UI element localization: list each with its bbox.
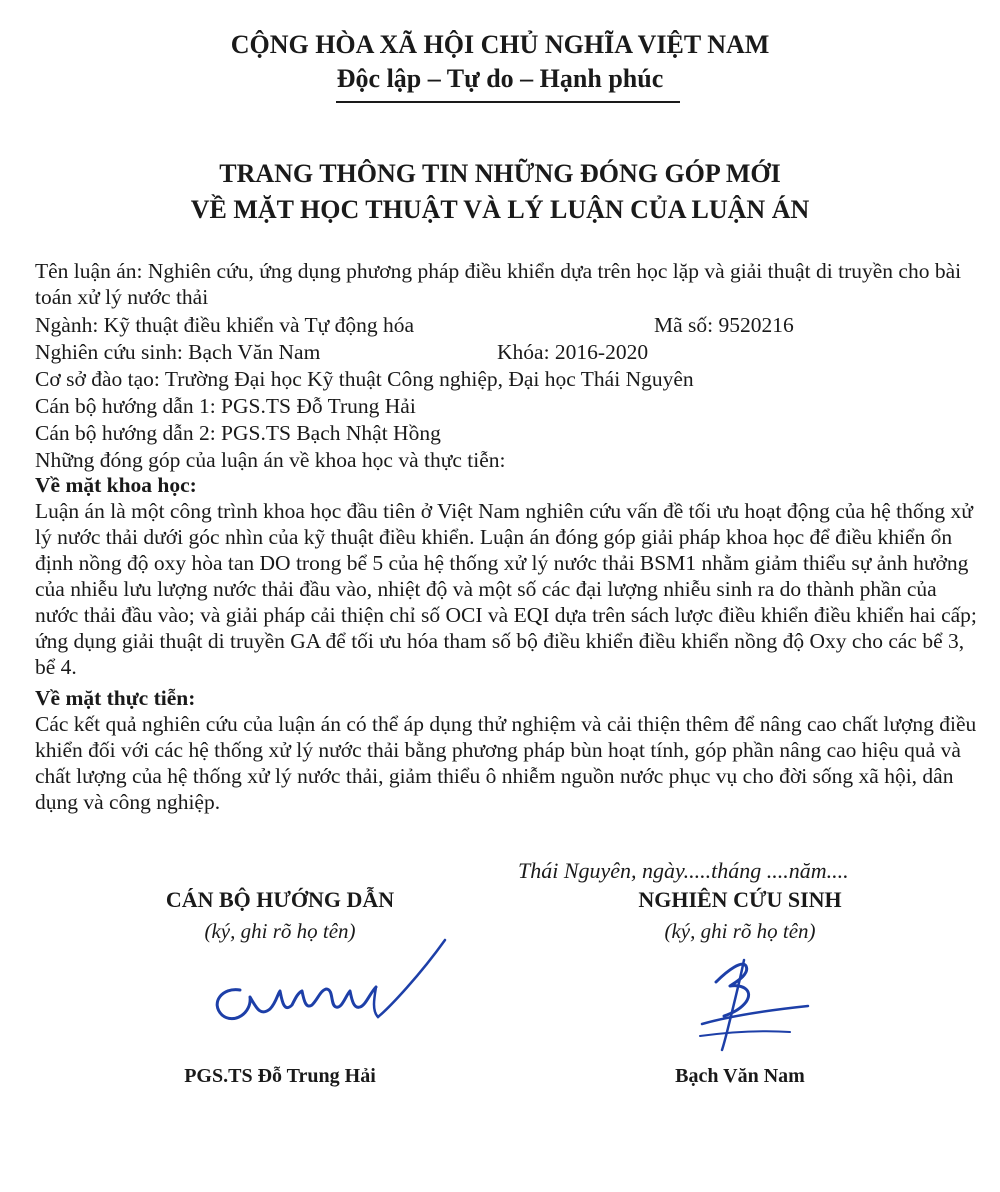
major-field: Ngành: Kỹ thuật điều khiển và Tự động hóa [35,313,415,337]
advisor-signature-title: CÁN BỘ HƯỚNG DẪN [165,887,395,912]
advisor-1-field: Cán bộ hướng dẫn 1: PGS.TS Đỗ Trung Hải [35,394,416,418]
motto-underline [336,101,680,103]
major-code: Mã số: 9520216 [654,313,794,337]
student-signature-note: (ký, ghi rõ họ tên) [664,919,816,943]
student-handwritten-signature [680,940,840,1060]
national-header: CỘNG HÒA XÃ HỘI CHỦ NGHĨA VIỆT NAM [230,30,770,59]
institution-field: Cơ sở đào tạo: Trường Đại học Kỹ thuật Công nghiệp, Đại học Thái Nguyên [35,367,694,391]
document-title-line-1: TRANG THÔNG TIN NHỮNG ĐÓNG GÓP MỚI [219,159,781,188]
student-name-block [580,1065,900,1088]
thesis-title: Tên luận án: Nghiên cứu, ứng dụng phương pháp điều khiển dựa trên học lặp và giải thuật di truyền cho bài toán xử lý nước thải [35,259,962,309]
national-motto: Độc lập – Tự do – Hạnh phúc [336,64,664,93]
advisor-handwritten-signature [200,935,460,1045]
student-signature-title: NGHIÊN CỨU SINH [638,887,842,912]
student-printed-name: Bạch Văn Nam [675,1065,805,1087]
advisor-2-field: Cán bộ hướng dẫn 2: PGS.TS Bạch Nhật Hồng [35,421,441,445]
science-paragraph: Luận án là một công trình khoa học đầu tiên ở Việt Nam nghiên cứu vấn đề tối ưu hoạt động của hệ thống xử lý nước thải dưới góc nhìn của kỹ thuật điều khiển. Luận án đóng góp giải pháp khoa học để điều khiển ổn định nồng độ oxy hòa tan DO trong bể 5 của hệ thống xử lý nước thải BSM1 nhằm giảm thiểu sự ảnh hưởng của nhiễu lưu lượng nước thải đầu vào, nhiệt độ và một số các đại lượng nhiễu sinh ra do thành phần của nước thải đầu vào; và giải pháp cải thiện chỉ số OCI và EQI dựa trên sách lược điều khiển điều khiển hai cấp; ứng dụng giải thuật di truyền GA để tối ưu hóa tham số bộ điều khiển điều khiển nồng độ Oxy cho các bể 3, bể 4. [35,499,977,679]
advisor-printed-name: PGS.TS Đỗ Trung Hải [184,1065,376,1087]
practice-paragraph: Các kết quả nghiên cứu của luận án có thể áp dụng thử nghiệm và cải thiện thêm để nâng cao chất lượng điều khiển đối với các hệ thống xử lý nước thải bằng phương pháp bùn hoạt tính, góp phần nâng cao hiệu quả và chất lượng của hệ thống xử lý nước thải, giảm thiểu ô nhiễm nguồn nước phục vụ cho đời sống xã hội, dân dụng và công nghiệp. [35,712,977,814]
practice-heading: Về mặt thực tiễn: [35,686,196,710]
course-field: Khóa: 2016-2020 [497,340,649,364]
advisor-signature-note: (ký, ghi rõ họ tên) [204,919,356,943]
advisor-name-block [110,1065,450,1088]
date-line: Thái Nguyên, ngày.....tháng ....năm.... [518,858,849,883]
student-signature-block [580,887,900,944]
contributions-intro: Những đóng góp của luận án về khoa học và thực tiễn: [35,448,506,472]
document-title-line-2: VỀ MẶT HỌC THUẬT VÀ LÝ LUẬN CỦA LUẬN ÁN [190,195,810,224]
science-heading: Về mặt khoa học: [35,473,197,497]
student-field: Nghiên cứu sinh: Bạch Văn Nam [35,340,321,364]
